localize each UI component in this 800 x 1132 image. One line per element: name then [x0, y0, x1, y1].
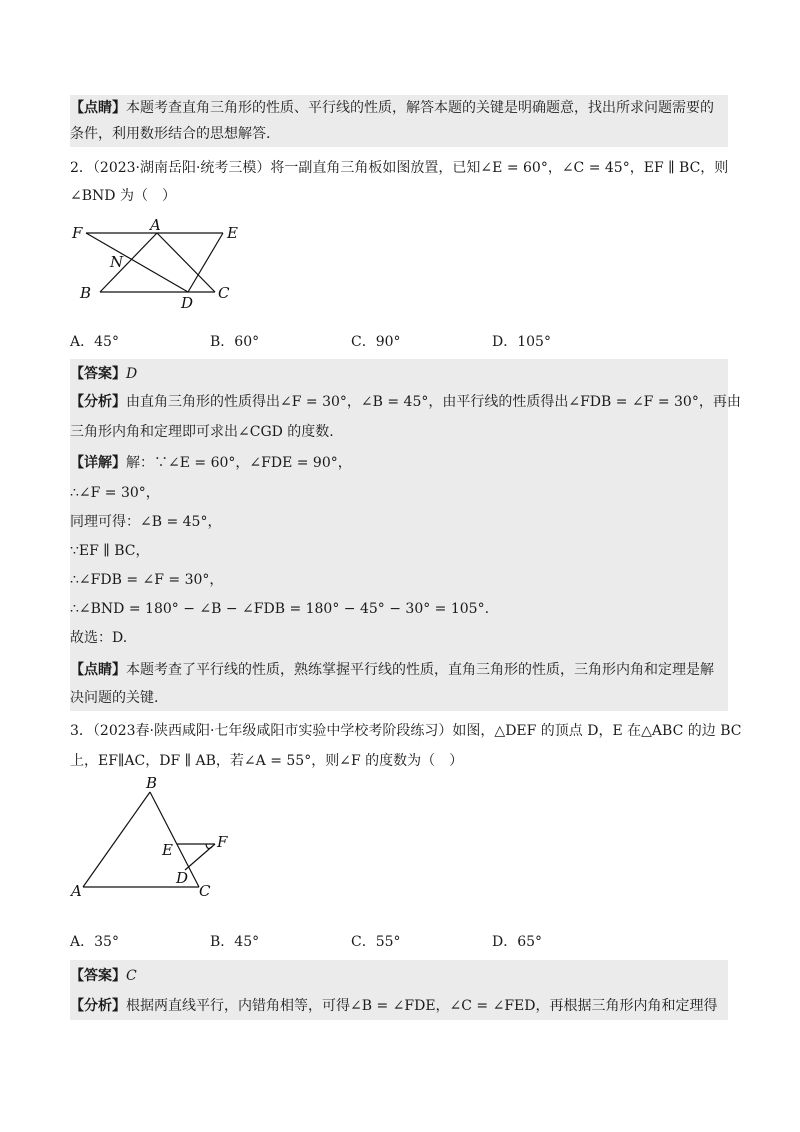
label-C: C — [199, 882, 211, 900]
q3-analysis-line1: 【分析】根据两直线平行，内错角相等，可得∠B = ∠FDE，∠C = ∠FED，再根据三角形内角和定理得 — [70, 998, 718, 1014]
q2-option-b: B．60° — [210, 334, 260, 350]
q2-stem-line2: ∠BND 为（ ） — [70, 188, 176, 204]
q2-detail-line1: 【详解】解：∵∠E = 60°，∠FDE = 90°， — [70, 455, 352, 471]
label-B: B — [80, 284, 92, 302]
edge-AC — [157, 233, 215, 292]
q3-option-a: A．35° — [70, 934, 119, 950]
edge-FD — [86, 233, 188, 292]
q3-figure — [68, 775, 243, 900]
angle-F-mark — [206, 844, 212, 848]
q2-answer: 【答案】D — [70, 366, 138, 382]
q2-stem-line1: 2．（2023·湖南岳阳·统考三模）将一副直角三角板如图放置，已知∠E = 60°，∠C = 45°，EF ∥ BC，则 — [70, 160, 729, 176]
label-C: C — [218, 284, 230, 302]
q2-option-d: D．105° — [492, 334, 551, 350]
q2-detail-line3: 同理可得：∠B = 45°， — [70, 514, 222, 530]
q2-detail-line6: ∴∠BND = 180° − ∠B − ∠FDB = 180° − 45° − 30° = 105°. — [70, 601, 490, 617]
label-E: E — [227, 224, 238, 242]
q2-figure — [70, 215, 270, 315]
label-F: F — [72, 224, 83, 242]
edge-AB — [100, 233, 157, 292]
q2-analysis-line1: 【分析】由直角三角形的性质得出∠F = 30°，∠B = 45°，由平行线的性质得出∠FDB = ∠F = 30°，再由 — [70, 394, 741, 410]
q3-options — [70, 930, 590, 954]
label-A: A — [71, 882, 82, 900]
prev-dianjing-line1 — [70, 96, 728, 120]
q3-stem-line2: 上，EF∥AC，DF ∥ AB，若∠A = 55°，则∠F 的度数为（ ） — [70, 753, 464, 769]
q2-dianjing-line1: 【点睛】本题考查了平行线的性质，熟练掌握平行线的性质，直角三角形的性质，三角形内角和定理是解 — [70, 662, 714, 678]
dianjing-label: 【点睛】 — [70, 100, 126, 116]
label-D: D — [176, 869, 189, 887]
q3-option-d: D．65° — [492, 934, 543, 950]
q2-option-c: C．90° — [351, 334, 401, 350]
label-A: A — [150, 216, 161, 234]
q2-detail-line2: ∴∠F = 30°， — [70, 485, 160, 501]
label-D: D — [181, 294, 194, 312]
prev-dianjing-line2: 条件，利用数形结合的思想解答. — [70, 126, 271, 142]
edge-AB — [83, 792, 150, 887]
q2-detail-line7: 故选：D. — [70, 630, 128, 646]
label-B: B — [146, 775, 158, 792]
q2-dianjing-line2: 决问题的关键. — [70, 690, 159, 706]
answer-value: C — [126, 968, 137, 984]
q2-options — [70, 330, 590, 354]
q3-stem-line1: 3．（2023春·陕西咸阳·七年级咸阳市实验中学校考阶段练习）如图，△DEF 的顶点 D，E 在△ABC 的边 BC — [70, 723, 742, 739]
q2-option-a: A．45° — [70, 334, 119, 350]
label-E: E — [162, 841, 173, 859]
q2-detail-line4: ∵EF ∥ BC， — [70, 543, 150, 559]
label-N: N — [110, 253, 124, 271]
q2-detail-line5: ∴∠FDB = ∠F = 30°， — [70, 572, 224, 588]
q2-analysis-line2: 三角形内角和定理即可求出∠CGD 的度数. — [70, 424, 334, 440]
q3-option-c: C．55° — [351, 934, 401, 950]
dianjing-text: 本题考查直角三角形的性质、平行线的性质，解答本题的关键是明确题意，找出所求问题需要的 — [126, 100, 714, 116]
q3-answer: 【答案】C — [70, 968, 137, 984]
label-F: F — [217, 833, 228, 851]
answer-value: D — [126, 366, 138, 382]
q3-option-b: B．45° — [210, 934, 260, 950]
edge-BC — [150, 792, 199, 887]
